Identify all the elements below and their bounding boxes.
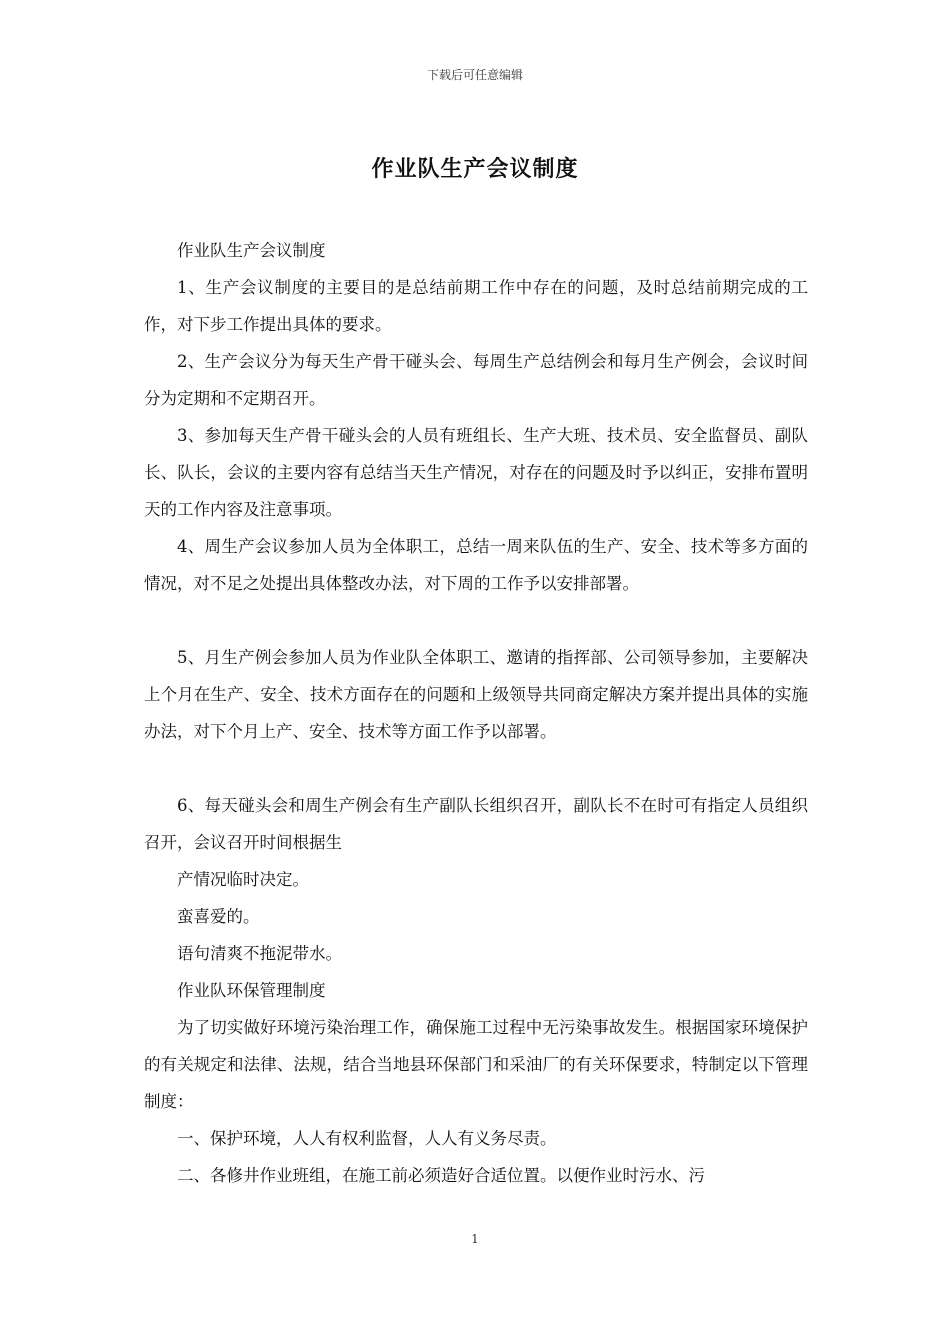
paragraph: 2、生产会议分为每天生产骨干碰头会、每周生产总结例会和每月生产例会，会议时间分为定期和不定期召开。 bbox=[144, 352, 808, 408]
paragraph: 4、周生产会议参加人员为全体职工，总结一周来队伍的生产、安全、技术等多方面的情况，对不足之处提出具体整改办法，对下周的工作予以安排部署。 bbox=[144, 537, 808, 593]
paragraph: 产情况临时决定。 bbox=[177, 870, 309, 889]
paragraph: 一、保护环境，人人有权利监督，人人有义务尽责。 bbox=[177, 1129, 557, 1148]
paragraph: 为了切实做好环境污染治理工作，确保施工过程中无污染事故发生。根据国家环境保护的有关规定和法律、法规，结合当地县环保部门和采油厂的有关环保要求，特制定以下管理制度： bbox=[144, 1018, 808, 1111]
document-title: 作业队生产会议制度 bbox=[371, 156, 579, 182]
paragraph: 5、月生产例会参加人员为作业队全体职工、邀请的指挥部、公司领导参加，主要解决上个月在生产、安全、技术方面存在的问题和上级领导共同商定解决方案并提出具体的实施办法，对下个月上产、安全、技术等方面工作予以部署。 bbox=[144, 648, 808, 741]
paragraph: 1、生产会议制度的主要目的是总结前期工作中存在的问题，及时总结前期完成的工作，对下步工作提出具体的要求。 bbox=[144, 278, 808, 334]
paragraph: 3、参加每天生产骨干碰头会的人员有班组长、生产大班、技术员、安全监督员、副队长、队长，会议的主要内容有总结当天生产情况，对存在的问题及时予以纠正，安排布置明天的工作内容及注意事项。 bbox=[144, 426, 808, 519]
paragraph: 二、各修井作业班组，在施工前必须造好合适位置。以便作业时污水、污 bbox=[177, 1166, 705, 1185]
paragraph: 6、每天碰头会和周生产例会有生产副队长组织召开，副队长不在时可有指定人员组织召开，会议召开时间根据生 bbox=[144, 796, 808, 852]
paragraph: 作业队环保管理制度 bbox=[177, 981, 326, 1000]
paragraph: 作业队生产会议制度 bbox=[177, 241, 326, 260]
page-number: 1 bbox=[471, 1232, 479, 1246]
document-body bbox=[144, 232, 808, 1194]
paragraph: 蛮喜爱的。 bbox=[177, 907, 260, 926]
header-note: 下载后可任意编辑 bbox=[426, 68, 523, 82]
paragraph: 语句清爽不拖泥带水。 bbox=[177, 944, 342, 963]
